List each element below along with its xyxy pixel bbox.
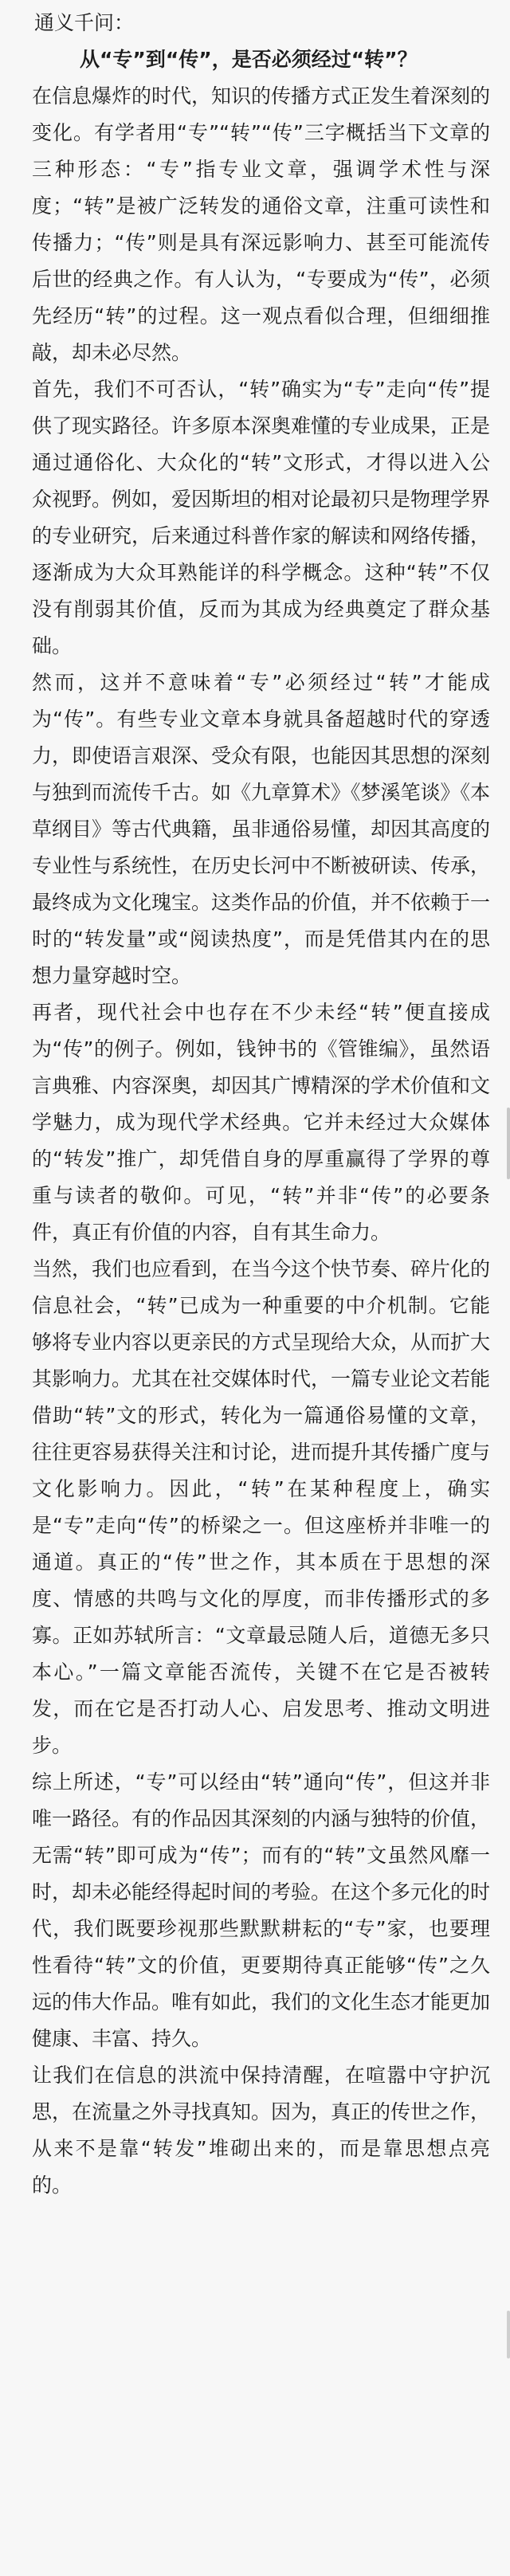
paragraph-6: 综上所述，“专”可以经由“转”通向“传”，但这并非唯一路径。有的作品因其深刻的内涵与独特的价值，无需“转”即可成为“传”；而有的“转”文虽然风靡一时，却未必能经得起时间的考验。在这个多元化的时代，我们既要珍视那些默默耕耘的“专”家，也要理性看待“转”文的价值，更要期待真正能够“传”之久远的伟大作品。唯有如此，我们的文化生态才能更加健康、丰富、持久。: [32, 1770, 491, 2050]
paragraph-2: 首先，我们不可否认，“转”确实为“专”走向“传”提供了现实路径。许多原本深奥难懂的专业成果，正是通过通俗化、大众化的“转”文形式，才得以进入公众视野。例如，爱因斯坦的相对论最初只是物理学界的专业研究，后来通过科普作家的解读和网络传播，逐渐成为大众耳熟能详的科学概念。这种“转”不仅没有削弱其价值，反而为其成为经典奠定了群众基础。: [32, 378, 491, 657]
salutation: 通义千问：: [34, 11, 135, 34]
scrollbar-thumb-secondary[interactable]: [507, 2311, 510, 2358]
article: [32, 5, 490, 2204]
paragraph-1: 在信息爆炸的时代，知识的传播方式正发生着深刻的变化。有学者用“专”“转”“传”三字概括当下文章的三种形态：“专”指专业文章，强调学术性与深度；“转”是被广泛转发的通俗文章，注重可读性和传播力；“传”则是具有深远影响力、甚至可能流传后世的经典之作。有人认为，“专要成为“传”，必须先经历“转”的过程。这一观点看似合理，但细细推敲，却未必尽然。: [32, 84, 491, 364]
article-title: 从“专”到“传”，是否必须经过“转”？: [80, 48, 418, 71]
paragraph-7: 让我们在信息的洪流中保持清醒，在喧嚣中守护沉思，在流量之外寻找真知。因为，真正的传世之作，从来不是靠“转发”堆砌出来的，而是靠思想点亮的。: [32, 2064, 491, 2197]
paragraph-3: 然而，这并不意味着“专”必须经过“转”才能成为“传”。有些专业文章本身就具备超越时代的穿透力，即使语言艰深、受众有限，也能因其思想的深刻与独到而流传千古。如《九章算术》《梦溪笔谈》《本草纲目》等古代典籍，虽非通俗易懂，却因其高度的专业性与系统性，在历史长河中不断被研读、传承，最终成为文化瑰宝。这类作品的价值，并不依赖于一时的“转发量”或“阅读热度”，而是凭借其内在的思想力量穿越时空。: [32, 671, 491, 987]
scrollbar-thumb[interactable]: [507, 1108, 510, 1179]
paragraph-4: 再者，现代社会中也存在不少未经“转”便直接成为“传”的例子。例如，钱钟书的《管锥编》，虽然语言典雅、内容深奥，却因其广博精深的学术价值和文学魅力，成为现代学术经典。它并未经过大众媒体的“转发”推广，却凭借自身的厚重赢得了学界的尊重与读者的敬仰。可见，“转”并非“传”的必要条件，真正有价值的内容，自有其生命力。: [32, 1001, 491, 1244]
paragraph-5: 当然，我们也应看到，在当今这个快节奏、碎片化的信息社会，“转”已成为一种重要的中介机制。它能够将专业内容以更亲民的方式呈现给大众，从而扩大其影响力。尤其在社交媒体时代，一篇专业论文若能借助“转”文的形式，转化为一篇通俗易懂的文章，往往更容易获得关注和讨论，进而提升其传播广度与文化影响力。因此，“转”在某种程度上，确实是“专”走向“传”的桥梁之一。但这座桥并非唯一的通道。真正的“传”世之作，其本质在于思想的深度、情感的共鸣与文化的厚度，而非传播形式的多寡。正如苏轼所言：“文章最忌随人后，道德无多只本心。”一篇文章能否流传，关键不在它是否被转发，而在它是否打动人心、启发思考、推动文明进步。: [32, 1257, 491, 1757]
